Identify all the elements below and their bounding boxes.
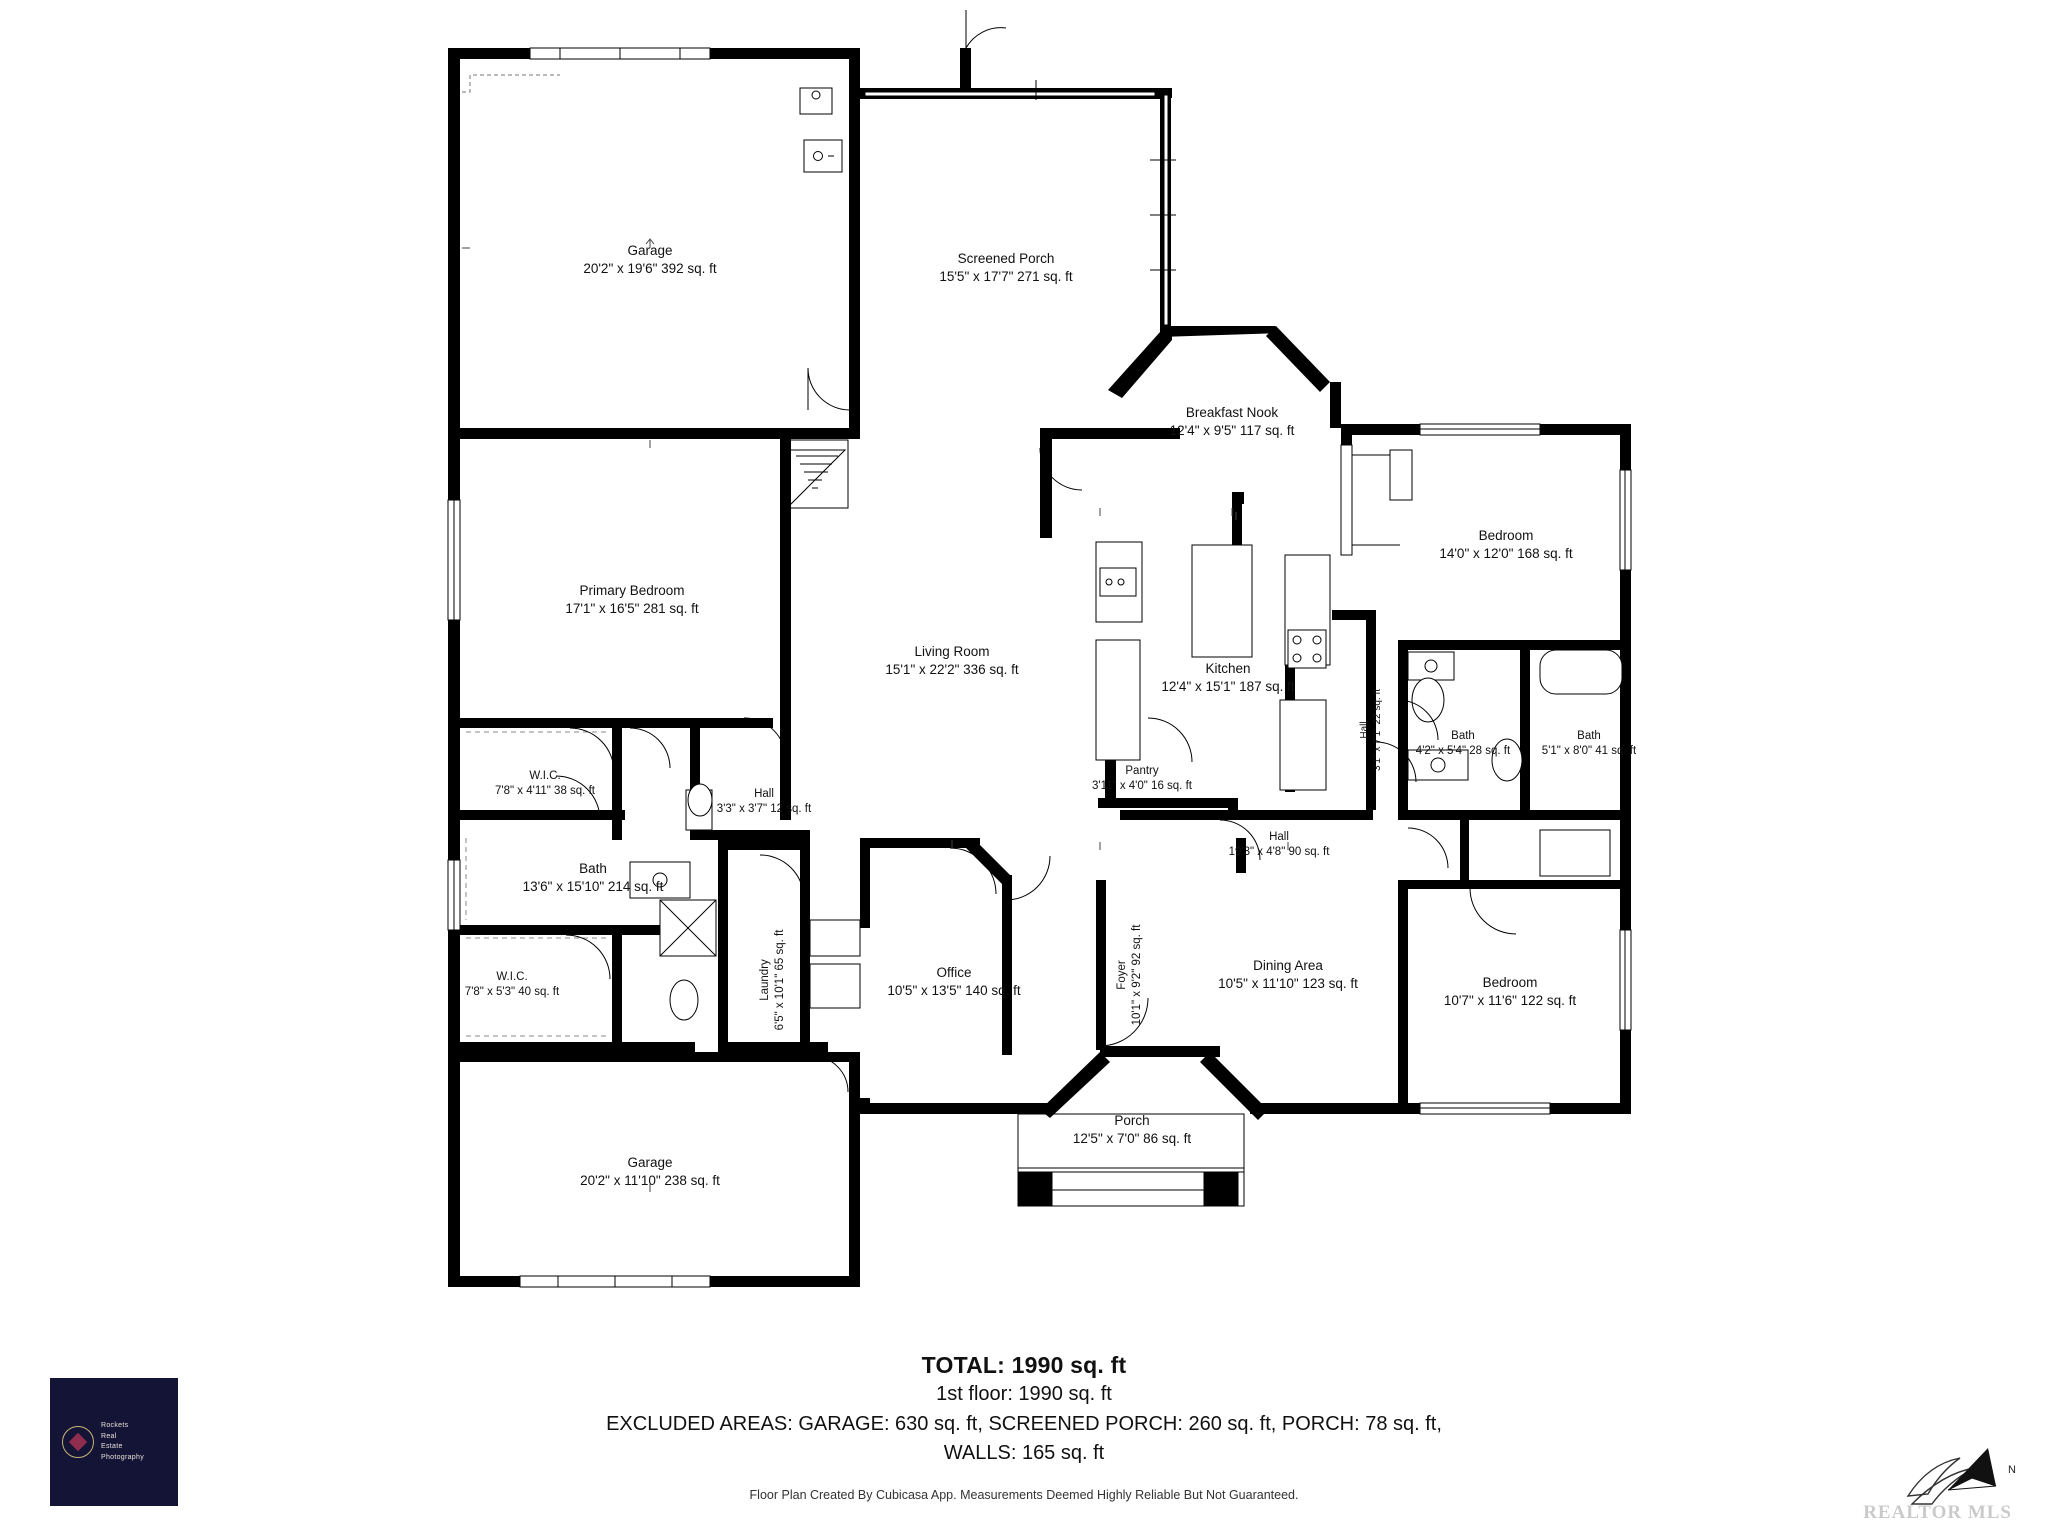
room-dimensions: 10'7" x 11'6" 122 sq. ft (1443, 993, 1577, 1008)
excluded-line-1: EXCLUDED AREAS: GARAGE: 630 sq. ft, SCREENED PORCH: 260 sq. ft, PORCH: 78 sq. ft, (606, 1413, 1442, 1435)
excluded-line-2: WALLS: 165 sq. ft (943, 1442, 1105, 1464)
room-name: Hall (1269, 830, 1289, 843)
room-name: Pantry (1125, 764, 1159, 777)
room-dimensions: 20'2" x 11'10" 238 sq. ft (580, 1173, 720, 1188)
room-name: Garage (627, 1155, 673, 1171)
room-dimensions: 13'6" x 15'10" 214 sq. ft (522, 879, 664, 894)
room-dimensions: 15'5" x 17'7" 271 sq. ft (939, 269, 1073, 284)
room-name: W.I.C. (529, 769, 561, 782)
room-name: Breakfast Nook (1185, 405, 1279, 421)
room-name: Screened Porch (957, 251, 1055, 267)
room-dimensions: 17'1" x 16'5" 281 sq. ft (565, 601, 699, 616)
room-name: Laundry (758, 959, 771, 1001)
room-dimensions: 7'8" x 5'3" 40 sq. ft (464, 986, 560, 998)
area-summary (0, 1352, 2048, 1502)
room-name: Foyer (1115, 960, 1128, 990)
room-name: Dining Area (1253, 958, 1323, 974)
brand-logo-text (101, 1421, 144, 1463)
room-name: Hall (1358, 721, 1370, 739)
room-dimensions: 3'3" x 3'7" 12 sq. ft (716, 803, 812, 815)
brand-line-3: Estate (101, 1443, 123, 1450)
room-dimensions: 5'1" x 8'0" 41 sq. ft (1541, 745, 1637, 757)
room-name: Porch (1114, 1113, 1150, 1129)
room-name: Kitchen (1205, 661, 1251, 677)
room-name: Bath (1451, 729, 1475, 742)
room-name: Bedroom (1478, 528, 1534, 544)
brand-line-2: Real (101, 1432, 117, 1440)
camera-aperture-icon (62, 1426, 94, 1458)
room-dimensions: 4'2" x 5'4" 28 sq. ft (1415, 745, 1511, 757)
compass-north-label: N (2008, 1464, 2016, 1476)
mls-watermark: REALTOR MLS (1863, 1502, 2012, 1523)
room-name: Hall (754, 787, 774, 800)
brand-line-4: Photography (101, 1453, 144, 1461)
room-name: Bedroom (1482, 975, 1538, 991)
room-dimensions: 7'8" x 4'11" 38 sq. ft (495, 785, 595, 797)
room-dimensions: 6'5" x 10'1" 65 sq. ft (774, 929, 786, 1031)
room-name: Office (936, 965, 972, 981)
room-dimensions: 10'5" x 11'10" 123 sq. ft (1218, 976, 1358, 991)
excluded-areas (0, 1410, 2048, 1468)
room-dimensions: 10'1" x 9'2" 92 sq. ft (1131, 924, 1143, 1026)
room-dimensions: 12'5" x 7'0" 86 sq. ft (1072, 1131, 1192, 1146)
room-dimensions: 12'4" x 9'5" 117 sq. ft (1169, 423, 1295, 438)
room-name: Primary Bedroom (579, 583, 685, 599)
total-area: TOTAL: 1990 sq. ft (921, 1352, 1127, 1378)
room-name: Garage (627, 243, 673, 259)
room-dimensions: 20'2" x 19'6" 392 sq. ft (583, 261, 717, 276)
room-dimensions: 10'5" x 13'5" 140 sq. ft (887, 983, 1021, 998)
room-dimensions: 15'1" x 22'2" 336 sq. ft (885, 662, 1019, 677)
room-dimensions: 3'1" x 7'1" 22 sq. ft (1372, 688, 1383, 772)
room-name: Bath (1577, 729, 1601, 742)
room-dimensions: 14'0" x 12'0" 168 sq. ft (1439, 546, 1573, 561)
first-floor-area: 1st floor: 1990 sq. ft (936, 1383, 1112, 1405)
brand-line-1: Rockets (101, 1422, 129, 1429)
plan-credit: Floor Plan Created By Cubicasa App. Measurements Deemed Highly Reliable But Not Guaranteed. (749, 1488, 1299, 1502)
room-dimensions: 19'3" x 4'8" 90 sq. ft (1228, 846, 1330, 858)
room-dimensions: 12'4" x 15'1" 187 sq. ft (1161, 679, 1295, 694)
room-name: Living Room (914, 644, 990, 660)
room-dimensions: 3'11" x 4'0" 16 sq. ft (1092, 780, 1192, 792)
brand-logo (50, 1378, 178, 1506)
room-name: W.I.C. (496, 970, 528, 983)
room-name: Bath (579, 861, 607, 877)
